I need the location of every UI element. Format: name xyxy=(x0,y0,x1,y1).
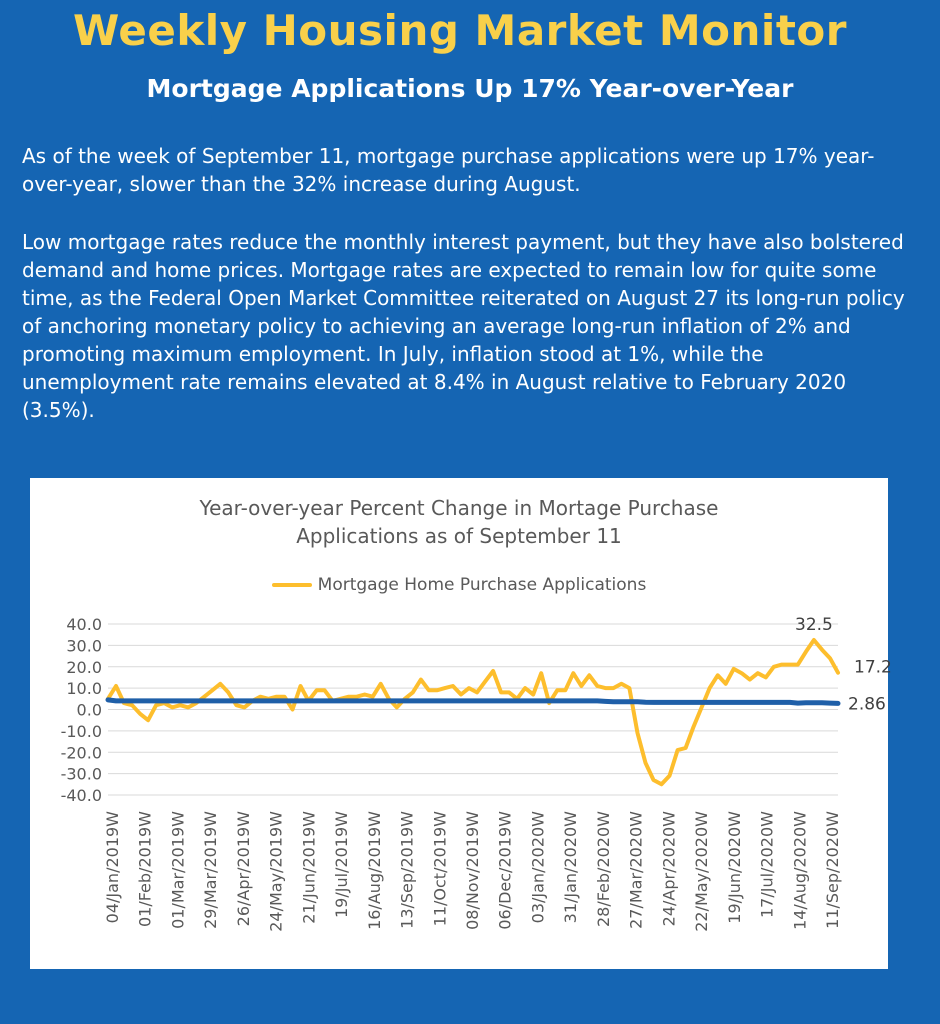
x-tick-label: 04/Jan/2019W xyxy=(103,811,122,924)
x-tick-label: 19/Jul/2019W xyxy=(332,811,352,918)
x-tick-label: 28/Feb/2020W xyxy=(593,811,613,928)
x-tick-label: 03/Jan/2020W xyxy=(528,811,548,924)
legend-swatch xyxy=(272,583,312,587)
y-tick-label: 40.0 xyxy=(66,615,102,634)
x-tick-label: 19/Jun/2020W xyxy=(724,811,744,924)
y-tick-label: 30.0 xyxy=(66,636,102,656)
y-tick-label: -30.0 xyxy=(60,764,102,784)
x-tick-label: 08/Nov/2019W xyxy=(463,811,482,930)
x-tick-label: 06/Dec/2019W xyxy=(495,811,515,930)
chart-legend xyxy=(30,575,888,595)
chart-title-line1: Year-over-year Percent Change in Mortage Purchase xyxy=(199,496,719,520)
x-tick-label: 11/Sep/2020W xyxy=(823,811,842,929)
data-label: 2.86 xyxy=(848,694,886,715)
data-label: 17.2 xyxy=(854,657,892,678)
x-tick-label: 01/Mar/2019W xyxy=(168,811,188,929)
y-tick-label: -10.0 xyxy=(60,721,102,741)
context-paragraph: Low mortgage rates reduce the monthly interest payment, but they have also bolstered demand and home prices. Mortgage rates are expected to remain low for quite some time, as the Federal Open Market Committee reiterated on August 27 its long-run policy of anchoring monetary policy to achieving an average long-run inflation of 2% and promoting maximum employment. In July, inflation stood at 1%, while the unemployment rate remains elevated at 8.4% in August relative to February 2020 (3.5%). xyxy=(22,230,905,422)
data-label: 32.5 xyxy=(795,615,833,636)
y-tick-label: 10.0 xyxy=(66,679,102,699)
x-tick-label: 27/Mar/2020W xyxy=(626,811,646,929)
chart-title-line2: Applications as of September 11 xyxy=(296,524,622,548)
y-tick-label: -20.0 xyxy=(60,743,102,763)
grid-layer xyxy=(108,624,838,795)
x-tick-label: 24/May/2019W xyxy=(266,811,286,932)
x-tick-label: 17/Jul/2020W xyxy=(757,811,777,918)
y-axis-ticks xyxy=(61,615,102,805)
x-tick-label: 29/Mar/2019W xyxy=(201,811,221,929)
x-tick-label: 24/Apr/2020W xyxy=(659,811,679,927)
y-tick-label: -40.0 xyxy=(60,786,102,805)
x-tick-label: 13/Sep/2019W xyxy=(397,811,417,929)
page-subtitle: Mortgage Applications Up 17% Year-over-Year xyxy=(146,74,794,103)
chart-title xyxy=(30,494,888,550)
x-tick-label: 16/Aug/2019W xyxy=(364,811,384,930)
line-chart xyxy=(30,478,892,969)
x-tick-label: 01/Feb/2019W xyxy=(135,811,155,928)
x-tick-label: 26/Apr/2019W xyxy=(233,811,253,927)
x-tick-label: 31/Jan/2020W xyxy=(561,811,581,924)
annotation-layer xyxy=(795,615,892,714)
x-tick-label: 14/Aug/2020W xyxy=(790,811,810,930)
summary-paragraph: As of the week of September 11, mortgage purchase applications were up 17% year-over-year, slower than the 32% increase during August. xyxy=(22,144,875,196)
page-title: Weekly Housing Market Monitor xyxy=(73,6,847,55)
y-tick-label: 0.0 xyxy=(76,700,102,720)
x-tick-label: 11/Oct/2019W xyxy=(430,811,450,927)
x-axis-ticks xyxy=(103,811,842,932)
legend-label: Mortgage Home Purchase Applications xyxy=(317,575,647,595)
series-line-baseline xyxy=(108,700,838,704)
x-tick-label: 21/Jun/2019W xyxy=(299,811,319,924)
y-tick-label: 20.0 xyxy=(66,657,102,677)
series-layer xyxy=(108,640,838,784)
x-tick-label: 22/May/2020W xyxy=(692,811,712,932)
series-line-applications xyxy=(108,640,838,784)
chart-card xyxy=(30,478,892,969)
